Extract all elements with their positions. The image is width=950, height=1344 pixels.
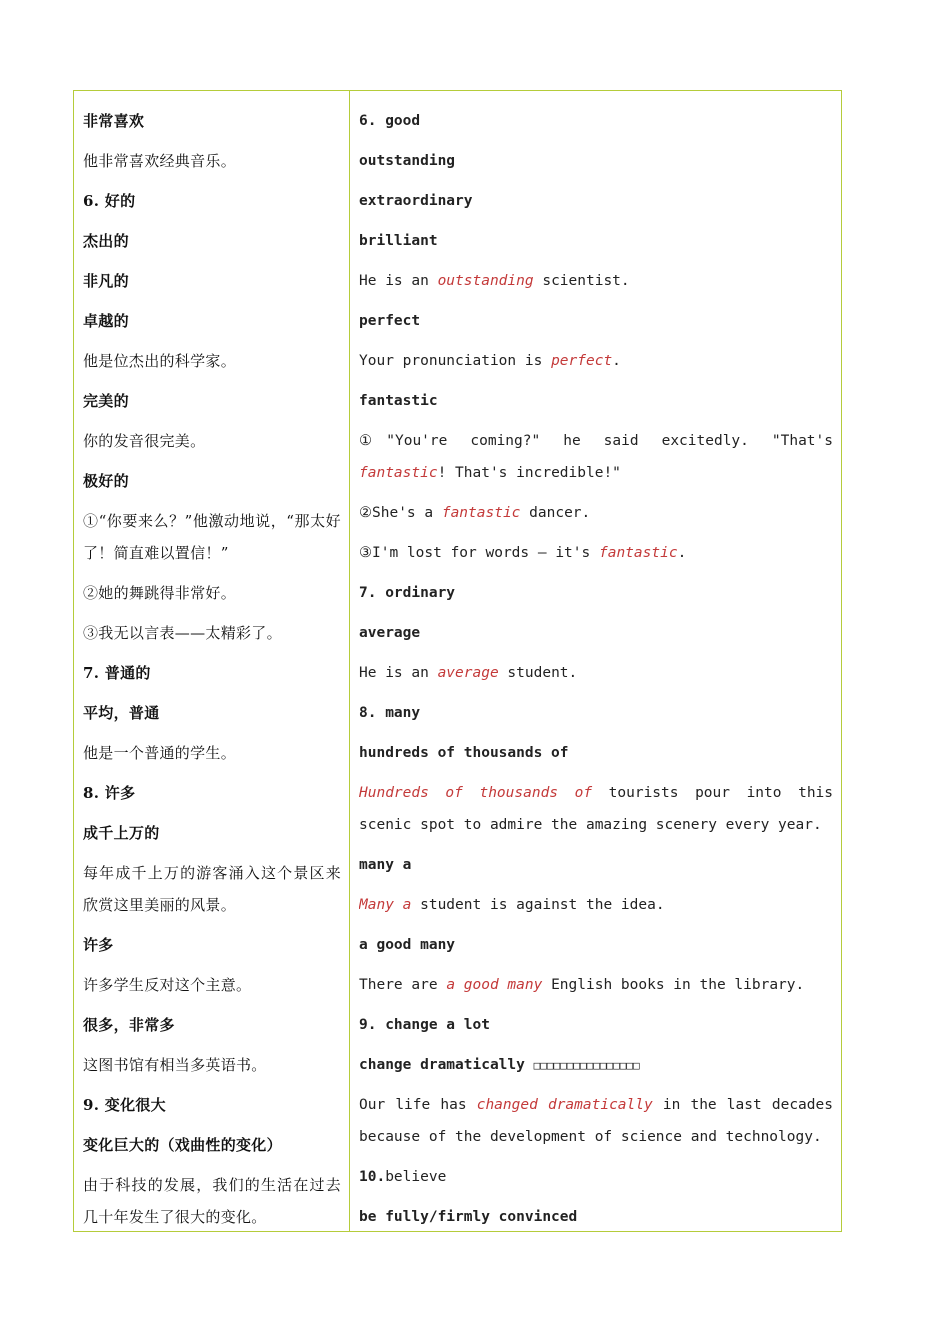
highlighted-phrase: fantastic [598,545,678,561]
highlighted-phrase: changed dramatically [476,1097,653,1113]
term-heading: 成千上万的 [83,824,160,842]
term-heading [359,849,833,889]
text-span: outstanding [359,153,456,169]
text-span: He is an [359,273,438,289]
text-span: hundreds of thousands of [359,745,569,761]
text-span: 8. many [359,705,421,721]
term-heading [359,185,833,225]
text-span: student is against the idea. [411,897,665,913]
term-heading [359,1009,833,1049]
term-heading: 平均，普通 [83,704,160,722]
example-sentence [359,537,833,577]
highlighted-phrase: Hundreds of thousands of [359,785,593,801]
example-sentence [359,777,833,849]
term-heading: 7. 普通的 [83,664,151,682]
text-span: change dramatically [359,1057,534,1073]
example-sentence [359,265,833,305]
example-sentence: 他非常喜欢经典音乐。 [83,152,237,170]
text-span: scientist. [533,273,630,289]
text-span: fantastic [359,393,438,409]
term-heading [359,1201,833,1241]
text-span: 10. [359,1169,386,1185]
term-heading: 卓越的 [83,312,129,330]
text-span: There are [359,977,447,993]
example-sentence: 许多学生反对这个主意。 [83,976,252,994]
term-heading [359,737,833,777]
term-heading [359,697,833,737]
term-heading [359,929,833,969]
text-span: extraordinary [359,193,473,209]
text-span: ②She's a [359,505,442,521]
term-heading: 很多，非常多 [83,1016,175,1034]
text-span: □□□□□□□□□□□□□□□□ [533,1059,640,1072]
term-heading [359,577,833,617]
text-span: average [359,625,421,641]
highlighted-phrase: outstanding [437,273,534,289]
term-heading: 变化巨大的（戏曲性的变化） [83,1136,282,1154]
highlighted-phrase: a good many [446,977,543,993]
text-span: be fully/firmly convinced [359,1209,578,1225]
example-sentence: 他是位杰出的科学家。 [83,352,237,370]
term-heading: 完美的 [83,392,129,410]
text-span: many a [359,857,412,873]
chinese-column [74,91,350,1231]
example-sentence: 由于科技的发展，我们的生活在过去几十年发生了很大的变化。 [83,1176,341,1226]
text-span: 7. ordinary [359,585,456,601]
example-sentence: 他是一个普通的学生。 [83,744,237,762]
example-sentence: ②她的舞跳得非常好。 [83,584,237,602]
text-span: Your pronunciation is [359,353,552,369]
term-heading: 9. 变化很大 [83,1096,166,1114]
vocabulary-table [73,90,842,1232]
text-span: ! That's incredible!" [437,465,621,481]
term-heading [359,385,833,425]
example-sentence [359,497,833,537]
text-span: 9. change a lot [359,1017,490,1033]
text-span: student. [498,665,578,681]
term-heading [359,105,833,145]
highlighted-phrase: perfect [551,353,613,369]
text-span: 6. good [359,113,421,129]
term-heading [359,145,833,185]
example-sentence [359,1089,833,1161]
term-heading [359,305,833,345]
term-heading [359,1049,833,1089]
highlighted-phrase: Many a [359,897,412,913]
example-sentence: ③我无以言表——太精彩了。 [83,624,282,642]
text-span: English books in the library. [542,977,805,993]
example-sentence [359,1161,833,1201]
highlighted-phrase: average [437,665,499,681]
example-sentence [359,969,833,1009]
term-heading: 非凡的 [83,272,129,290]
text-span: in the last decades because of the development of science and technology. [359,1097,833,1145]
example-sentence [359,425,833,497]
term-heading: 6. 好的 [83,192,136,210]
example-sentence: 这图书馆有相当多英语书。 [83,1056,267,1074]
term-heading: 极好的 [83,472,129,490]
text-span: believe [385,1169,447,1185]
text-span: . [612,353,621,369]
term-heading [359,225,833,265]
text-span: ③I'm lost for words — it's [359,545,599,561]
example-sentence: 你的发音很完美。 [83,432,206,450]
term-heading [359,617,833,657]
text-span: . [677,545,687,561]
text-span: dancer. [520,505,591,521]
example-sentence: ①“你要来么？”他激动地说，“那太好了！简直难以置信！” [83,512,341,562]
term-heading: 8. 许多 [83,784,136,802]
text-span: a good many [359,937,456,953]
example-sentence: 每年成千上万的游客涌入这个景区来欣赏这里美丽的风景。 [83,864,341,914]
english-column [350,91,841,1231]
term-heading: 非常喜欢 [83,112,145,130]
example-sentence [359,657,833,697]
example-sentence [359,345,833,385]
highlighted-phrase: fantastic [441,505,521,521]
term-heading: 许多 [83,936,114,954]
example-sentence [359,889,833,929]
text-span: Our life has [359,1097,477,1113]
term-heading: 杰出的 [83,232,129,250]
text-span: ①"You're coming?" he said excitedly. "That's [359,433,833,449]
text-span: tourists pour into this scenic spot to admire the amazing scenery every year. [359,785,833,833]
text-span: brilliant [359,233,438,249]
text-span: perfect [359,313,421,329]
highlighted-phrase: fantastic [359,465,438,481]
text-span: He is an [359,665,438,681]
